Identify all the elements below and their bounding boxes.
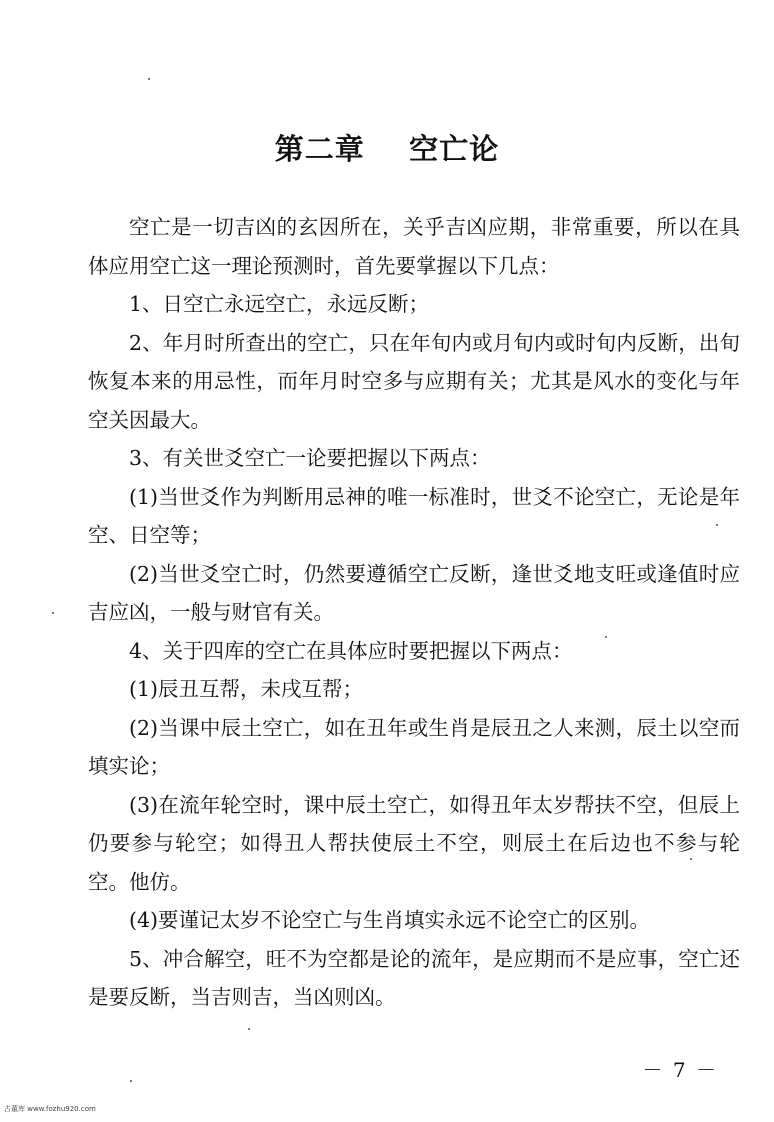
chapter-title: 第二章 空亡论 [274,132,500,166]
paragraph-point-2: 2、年月时所查出的空亡，只在年旬内或月旬内或时旬内反断，出旬恢复本来的用忌性，而年月时空多与应期有关；尤其是风水的变化与年空关因最大。 [88,330,740,432]
paragraph-point-4-sub-1: (1)辰丑互帮，未戌互帮； [129,677,364,701]
scan-speck [148,78,150,80]
paragraph-point-4: 4、关于四库的空亡在具体应时要把握以下两点： [129,638,573,663]
page-number: － 7 － [642,1058,718,1082]
watermark: 古董库 www.fozhu920.com [4,1105,96,1113]
paragraph-point-4-sub-4: (4)要谨记太岁不论空亡与生肖填实永远不论空亡的区别。 [129,908,651,932]
paragraph-intro: 空亡是一切吉凶的玄因所在，关乎吉凶应期，非常重要，所以在具体应用空亡这一理论预测时，首先要掌握以下几点： [88,215,740,278]
scan-speck [130,1080,132,1082]
scan-speck [52,612,54,614]
paragraph-point-3-sub-2: (2)当世爻空亡时，仍然要遵循空亡反断，逢世爻地支旺或逢值时应吉应凶，一般与财官有关。 [88,561,740,624]
scan-speck [605,636,607,638]
paragraph-point-4-sub-3: (3)在流年轮空时，课中辰土空亡，如得丑年太岁帮扶不空，但辰上仍要参与轮空；如得丑人帮扶使辰土不空，则辰土在后边也不参与轮空。他仿。 [88,792,740,894]
paragraph-point-1: 1、日空亡永远空亡，永远反断； [129,292,430,316]
paragraph-point-3-sub-1: (1)当世爻作为判断用忌神的唯一标准时，世爻不论空亡，无论是年空、日空等； [88,484,740,547]
scan-speck [690,858,692,860]
paragraph-point-5: 5、冲合解空，旺不为空都是论的流年，是应期而不是应事，空亡还是要反断，当吉则吉，当凶则凶。 [88,946,740,1009]
scan-speck [248,1028,250,1030]
scan-speck [716,524,718,526]
paragraph-point-4-sub-2: (2)当课中辰土空亡，如在丑年或生肖是辰丑之人来测，辰土以空而填实论； [88,715,740,778]
body-text [88,208,740,1017]
paragraph-point-3: 3、有关世爻空亡一论要把握以下两点： [129,446,491,470]
